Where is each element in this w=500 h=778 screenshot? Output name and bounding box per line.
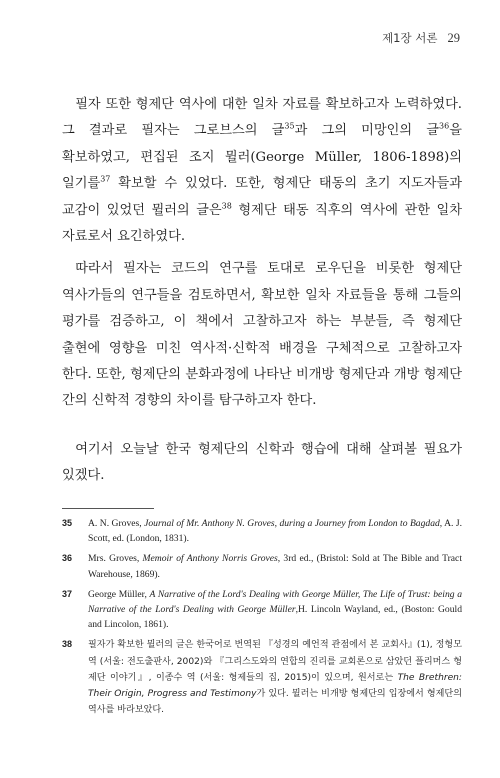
footnote-ref-38[interactable]: 38 — [221, 201, 232, 211]
footnote-text: A. N. Groves, — [88, 518, 145, 529]
paragraph-1-part-d: 확보할 수 있었다. 또한, 형제단 태동의 초기 지도자들과 교감이 있었던 뮐러의 글은 — [62, 176, 462, 218]
footnote-book-title: Memoir of Anthony Norris Groves — [142, 553, 278, 565]
paragraph-1-part-c: 을 확보하였고, 편집된 조지 뮐러(George Müller, 1806-1898)의 일기를 — [62, 123, 462, 192]
footnote-text: , A. J. Scott, ed. (London, 1831). — [88, 518, 463, 545]
footnote-text: ,H. Lincoln Wayland, ed., (Boston: Gould and Lincolon, 1861). — [88, 604, 462, 631]
footnotes — [62, 516, 462, 723]
footnote-text: , 3rd ed., (Bristol: Sold at The Bible and Tract Warehouse, 1869). — [88, 553, 462, 580]
footnote-38 — [62, 637, 462, 718]
paragraph-1-part-a: 필자 또한 형제단 역사에 대한 일차 자료를 확보하고자 노력하였다. 그 결과로 필자는 그로브스의 글 — [62, 97, 462, 139]
page-number: 29 — [447, 31, 460, 45]
footnote-text: 가 있다. 뮐러는 비개방 형제단의 입장에서 형제단의 역사를 바라보았다. — [88, 689, 462, 716]
footnote-book-title: The Brethren: Their Origin, Progress and Testimony — [88, 672, 462, 700]
chapter-title: 제1장 서론 — [382, 31, 438, 45]
footnote-36 — [62, 551, 462, 581]
paragraph-1 — [62, 92, 462, 250]
footnote-text: Mrs. Groves, — [88, 553, 143, 565]
footnote-number: 35 — [62, 518, 73, 528]
footnote-ref-35[interactable]: 35 — [284, 122, 295, 132]
paragraph-1-part-b: 과 그의 미망인의 글 — [294, 123, 440, 139]
body-text — [62, 92, 462, 496]
footnote-number: 36 — [62, 553, 73, 564]
footnote-divider — [62, 508, 154, 509]
footnote-text: 필자가 확보한 뮐러의 글은 한국어로 번역된 『성경의 예언적 관점에서 본 교회사』(1), 정형모 역 (서울: 전도출판사, 2002)와 『그리스도와의 연합의 진리를 교회론으로 삼았던 플리머스 형제단 이야기』, 이종수 역 (서울: 형제들의 집, 2015)이 있으며, 원서로는 — [88, 640, 462, 683]
footnote-ref-36[interactable]: 36 — [439, 122, 450, 132]
paragraph-3: 여기서 오늘날 한국 형제단의 신학과 행습에 대해 살펴볼 필요가 있겠다. — [62, 441, 462, 484]
paragraph-1-part-e: 형제단 태동 직후의 역사에 관한 일차 자료로서 요긴하였다. — [62, 202, 462, 245]
footnote-book-title: A Narrative of the Lord's Dealing with George Müller, The Life of Trust: being a Narrative of the Lord's Dealing with George Müller — [88, 588, 463, 616]
footnote-text: George Müller, — [88, 588, 150, 600]
footnote-number: 37 — [62, 588, 73, 599]
paragraph-2: 따라서 필자는 코드의 연구를 토대로 로우딘을 비롯한 형제단 역사가들의 연구들을 검토하면서, 확보한 일차 자료들을 통해 그들의 평가를 검증하고, 이 책에서 고찰하고자 하는 부분들, 즉 형제단 출현에 영향을 미친 역사적·신학적 배경을 구체적으로 고찰하고자 한다. 또한, 형제단의 분화과정에 나타난 비개방 형제단과 개방 형제단 간의 신학적 경향의 차이를 탐구하고자 한다. — [62, 261, 462, 409]
footnote-book-title: Journal of Mr. Anthony N. Groves, during a Journey from London to Bagdad — [144, 518, 440, 529]
footnote-ref-37[interactable]: 37 — [100, 174, 111, 184]
footnote-37 — [62, 587, 462, 633]
running-head — [382, 30, 460, 46]
footnote-35 — [62, 516, 462, 546]
footnote-number: 38 — [62, 639, 73, 650]
